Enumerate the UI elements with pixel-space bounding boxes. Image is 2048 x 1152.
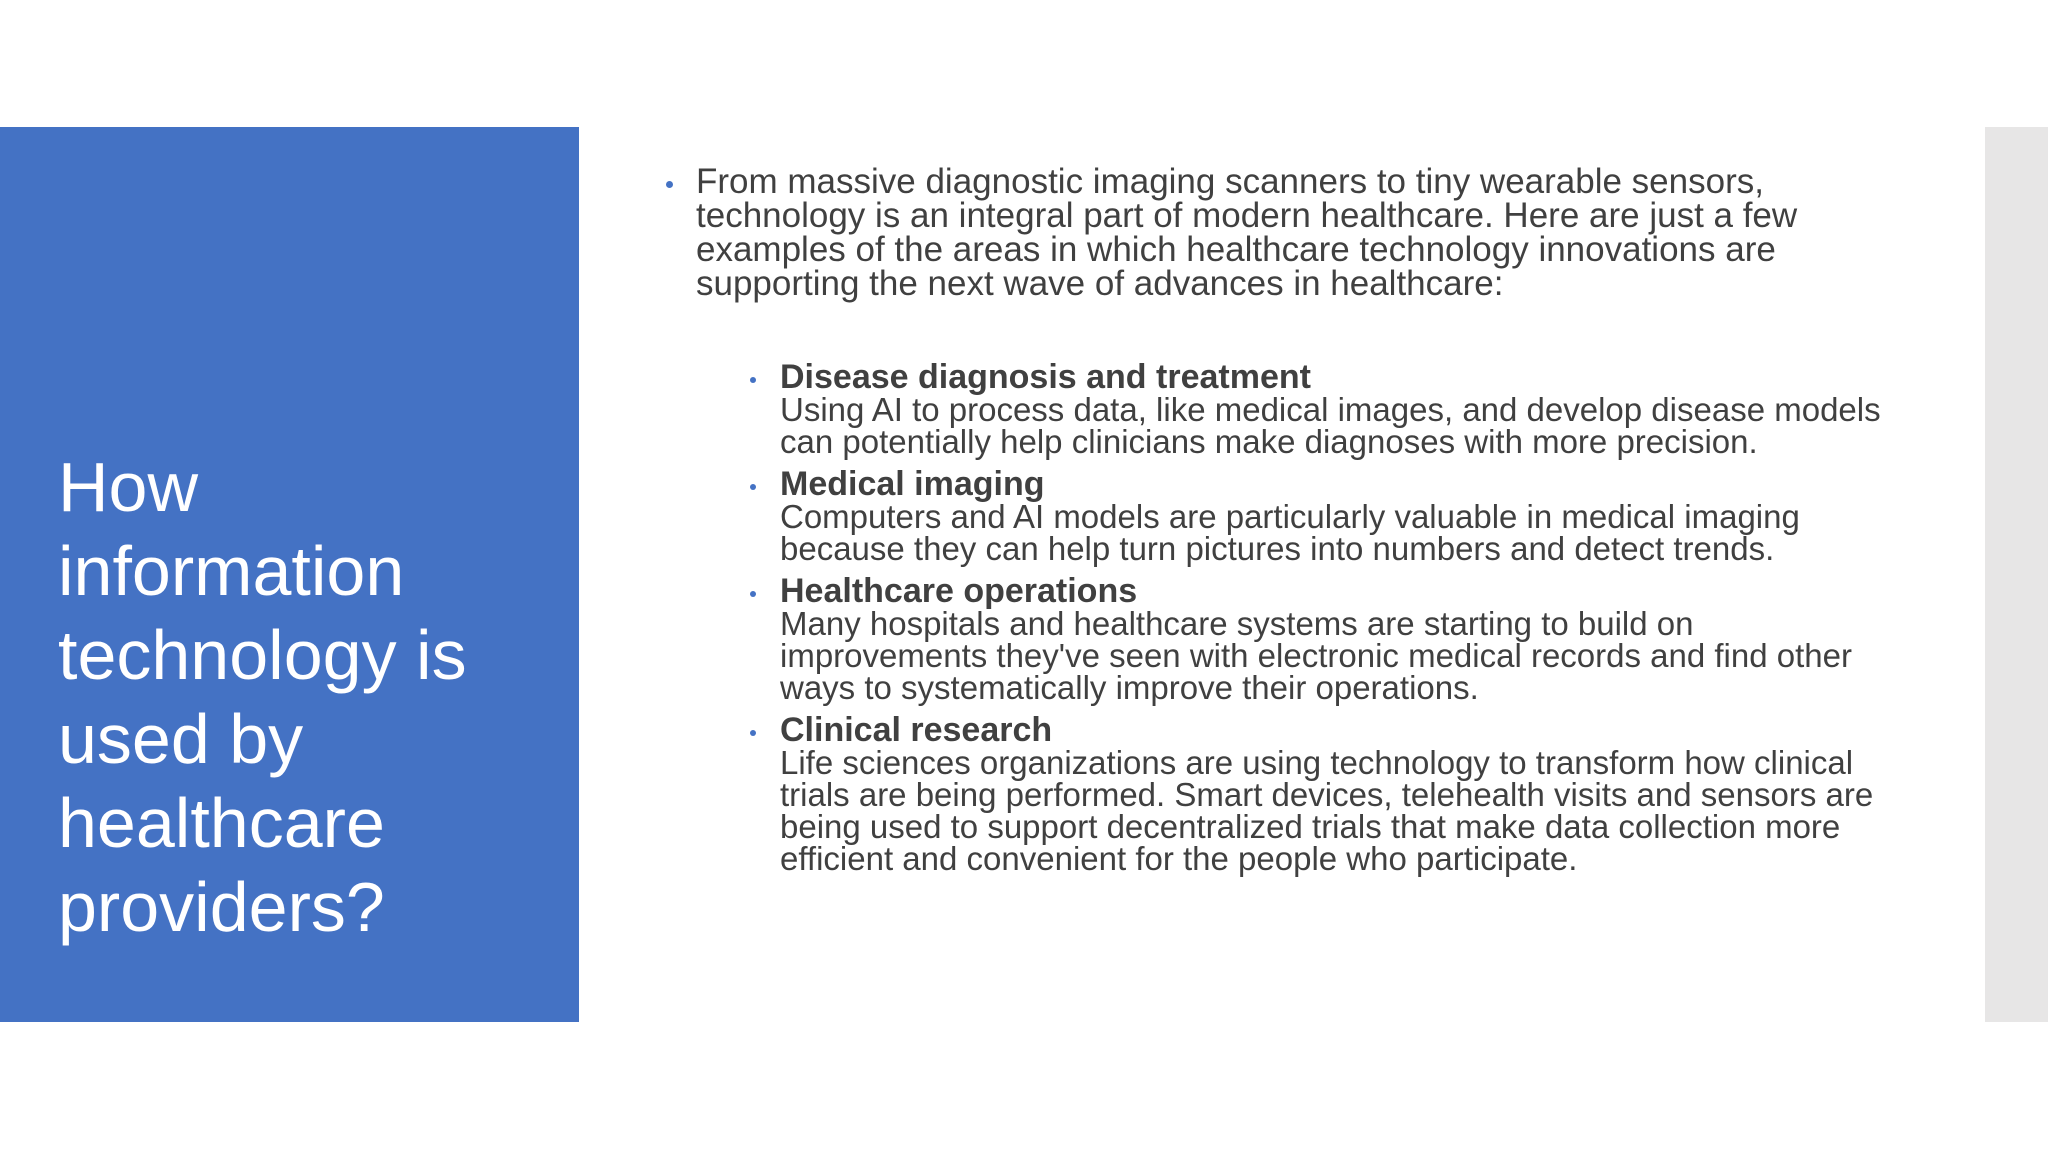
list-item	[750, 572, 1884, 706]
title-panel	[0, 127, 579, 1022]
bullet-icon	[750, 591, 756, 597]
list-item	[750, 711, 1884, 877]
item-description: Many hospitals and healthcare systems are starting to build on improvements they've seen with electronic medical records and find other ways to systematically improve their operations.	[780, 605, 1852, 706]
item-description: Computers and AI models are particularly valuable in medical imaging because they can help turn pictures into numbers and detect trends.	[780, 498, 1800, 567]
bullet-icon	[750, 484, 756, 490]
slide-title: How information technology is used by healthcare providers?	[58, 448, 467, 946]
item-title: Disease diagnosis and treatment	[780, 358, 1311, 396]
slide-content	[664, 162, 1884, 885]
examples-list	[750, 358, 1884, 877]
intro-text: From massive diagnostic imaging scanners to tiny wearable sensors, technology is an integral part of modern healthcare. Here are just a few examples of the areas in which healthcare technology innovations are supporting the next wave of advances in healthcare:	[696, 162, 1798, 303]
item-description: Life sciences organizations are using technology to transform how clinical trials are being performed. Smart devices, telehealth visits and sensors are being used to support decentralized trials that make data collection more efficient and convenient for the people who participate.	[780, 744, 1874, 877]
item-description: Using AI to process data, like medical images, and develop disease models can potentially help clinicians make diagnoses with more precision.	[780, 391, 1881, 460]
bullet-icon	[750, 730, 756, 736]
item-title: Medical imaging	[780, 465, 1045, 503]
bullet-icon	[666, 181, 673, 188]
item-title: Clinical research	[780, 711, 1053, 749]
bullet-icon	[750, 377, 756, 383]
side-strip	[1985, 127, 2048, 1022]
item-title: Healthcare operations	[780, 572, 1138, 610]
intro-bullet	[664, 162, 1884, 303]
list-item	[750, 465, 1884, 567]
list-item	[750, 358, 1884, 460]
